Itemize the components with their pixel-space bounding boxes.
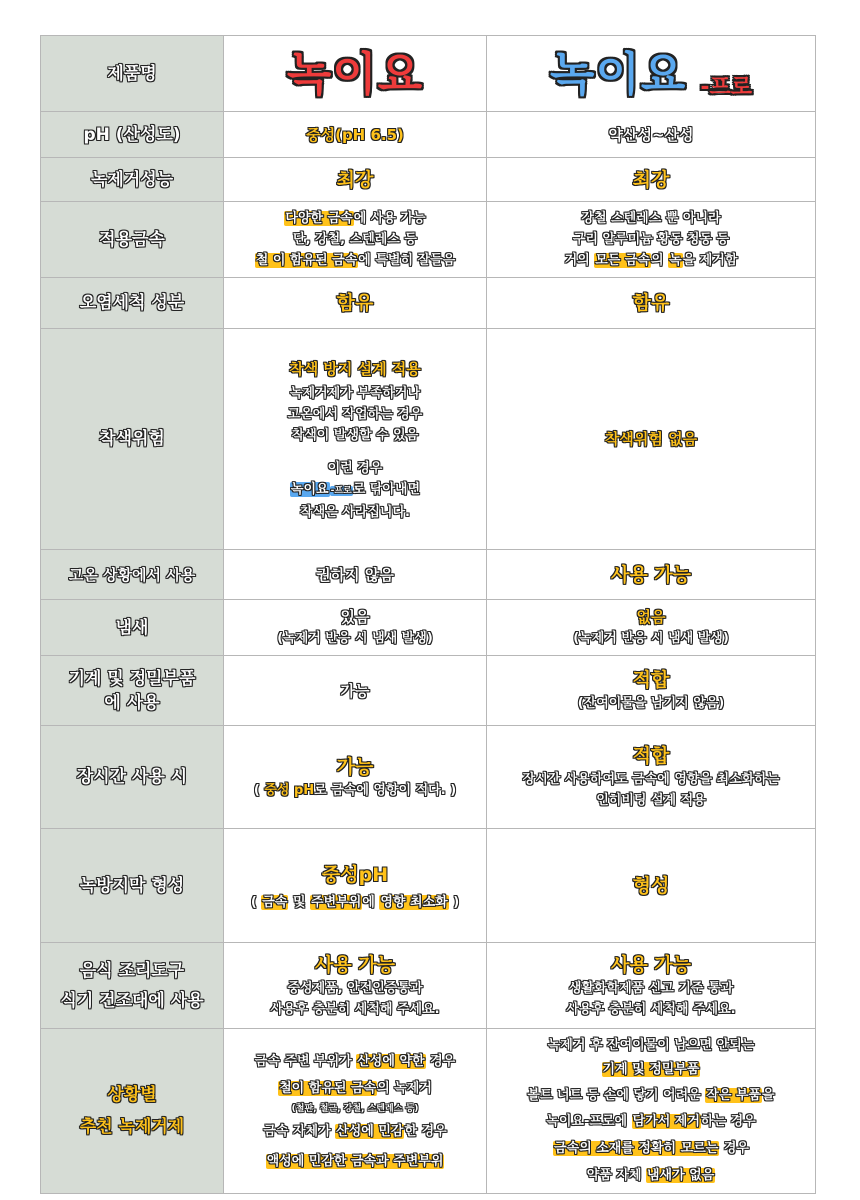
- stain-a-brand: 녹이요: [290, 482, 329, 497]
- recommend-label-1: 상황별: [107, 1085, 157, 1105]
- metals-b-line2: 구리 알루미늄 황동 청동 등: [572, 232, 730, 247]
- rec-b-h4: 금속의 소재를 정확히 모르는: [554, 1141, 719, 1156]
- precision-a: 가능: [340, 681, 370, 700]
- row-ph: [41, 112, 816, 158]
- rec-b-t6: 약품 자체: [586, 1168, 646, 1183]
- cookware-label-2: 식기 건조대에 사용: [60, 990, 204, 1011]
- metals-b-h2: 녹: [669, 253, 682, 268]
- removal-label: 녹제거성능: [90, 169, 174, 190]
- cookware-b-l1: 생활화학제품 신고 기준 통과: [568, 980, 734, 996]
- cookware-b-l2: 사용후 충분히 세척해 주세요.: [566, 1001, 736, 1017]
- film-b: 형성: [632, 874, 670, 897]
- rec-a-note: (철판, 철근, 강철, 스텐레스 등): [291, 1103, 419, 1114]
- metals-a-text3: 에 특별히 잘들음: [358, 253, 456, 268]
- rec-a-h2: 철이 함유된 금속: [279, 1080, 377, 1096]
- metals-label: 적용금속: [99, 229, 165, 250]
- film-a-t2: 및: [288, 895, 311, 910]
- long-use-b: 적합: [632, 745, 670, 767]
- smell-label: 냄새: [115, 617, 149, 638]
- rec-a-h1: 산성에 약한: [357, 1053, 425, 1069]
- metals-a-highlight: 다양한 금속: [285, 211, 353, 226]
- metals-b-t2: 의: [651, 253, 669, 268]
- row-precision: [41, 656, 816, 726]
- cleaning-b: 함유: [632, 292, 670, 314]
- stain-a-l6: 착색은 사라집니다.: [300, 505, 410, 520]
- metals-b-t1: 거의: [564, 253, 595, 268]
- long-use-a-open: (: [253, 782, 265, 798]
- stain-label: 착색위험: [99, 429, 165, 449]
- rec-b-l1: 녹제거 후 잔여이물이 남으면 안되는: [547, 1038, 755, 1053]
- cookware-a-l2: 사용후 충분히 세척해 주세요.: [270, 1001, 440, 1017]
- rec-b-t4: 하는 경우: [700, 1114, 756, 1129]
- metals-a-line2: 단, 강철, 스텐레스 등: [293, 232, 417, 247]
- product-b-cell: [487, 36, 816, 112]
- rec-a-t2: 경우: [425, 1053, 456, 1069]
- rec-b-h1: 기계 및 정밀부품: [602, 1062, 700, 1077]
- stain-b: 착색위험 없음: [604, 430, 698, 448]
- rec-b-t3: 녹이요-프로에: [546, 1114, 632, 1129]
- cleaning-label: 오염세척 성분: [79, 293, 185, 313]
- rec-b-h5: 냄새가 없음: [646, 1168, 715, 1183]
- smell-a: 있음: [340, 608, 370, 626]
- stain-a-l2: 고온에서 작업하는 경우: [287, 407, 423, 422]
- film-a-h2: 주변부위: [311, 895, 362, 910]
- row-cleaning: [41, 278, 816, 329]
- film-a-h3: 영향 최소화: [380, 895, 448, 910]
- rec-b-t5: 경우: [719, 1141, 749, 1156]
- stain-a-l1: 녹제거제가 부족하거나: [289, 386, 421, 401]
- cookware-b: 사용 가능: [610, 953, 692, 976]
- film-a-open: (: [250, 895, 262, 910]
- stain-a-l4: 이런 경우: [327, 461, 383, 476]
- rec-b-h2: 작은 부품: [706, 1088, 762, 1103]
- header-row: [41, 36, 816, 112]
- removal-a: 최강: [336, 168, 374, 191]
- stain-a-l5: 로 닦아내면: [352, 482, 421, 497]
- row-label-product: [41, 36, 224, 112]
- row-cookware: [41, 943, 816, 1029]
- precision-b-note: (잔여이물을 남기지 않음): [577, 696, 725, 711]
- film-a-t3: 에: [362, 895, 380, 910]
- cookware-a: 사용 가능: [314, 953, 396, 976]
- rec-b-t1: 볼트 너트 등 손에 닿기 어려운: [527, 1088, 706, 1103]
- product-a-cell: [224, 36, 487, 112]
- long-use-a-highlight: 중성 pH: [264, 782, 315, 798]
- long-use-a: 가능: [336, 755, 374, 778]
- rec-a-h3: 산성에 민감: [336, 1123, 404, 1139]
- stain-a-title: 착색 방지 설계 적용: [289, 360, 421, 378]
- long-use-b-l2: 인히비팅 설계 적용: [596, 793, 706, 808]
- cookware-a-l1: 중성제품, 안전인증통과: [287, 980, 423, 996]
- precision-b: 적합: [632, 669, 670, 691]
- high-temp-a: 권하지 않음: [316, 565, 394, 584]
- row-stain: [41, 329, 816, 550]
- product-b-suffix: -프로: [700, 74, 752, 100]
- metals-b-line1: 강철 스텐레스 뿐 아니라: [581, 211, 721, 226]
- removal-b: 최강: [632, 168, 670, 191]
- smell-b: 없음: [636, 608, 666, 626]
- stain-a-l3: 착색이 발생할 수 있음: [291, 428, 419, 443]
- ph-a: 중성(pH 6.5): [306, 125, 404, 144]
- product-a-logo: 녹이요: [286, 46, 424, 101]
- metals-b-t3: 을 제거함: [682, 253, 738, 268]
- film-a-h1: 금속: [262, 895, 288, 910]
- row-long-use: [41, 726, 816, 829]
- long-use-label: 장시간 사용 시: [76, 767, 188, 787]
- long-use-b-l1: 장시간 사용하여도 금속에 영향을 최소화하는: [522, 772, 780, 787]
- rec-a-h4: 액성에 민감한 금속과 주변부위: [266, 1153, 444, 1169]
- rec-b-h3: 담가서 제거: [632, 1114, 700, 1129]
- smell-a-note: (녹제거 반응 시 냄새 발생): [277, 631, 433, 646]
- film-label: 녹방지막 형성: [79, 875, 185, 896]
- precision-label-1: 기계 및 정밀부품: [68, 668, 196, 689]
- row-high-temp: [41, 550, 816, 600]
- comparison-table: [40, 35, 816, 1194]
- high-temp-b: 사용 가능: [610, 563, 692, 586]
- row-smell: [41, 600, 816, 656]
- rec-a-t1: 금속 주변 부위가: [254, 1053, 357, 1069]
- metals-b-h1: 모든 금속: [595, 253, 650, 268]
- cookware-label-1: 음식 조리도구: [79, 960, 185, 981]
- high-temp-label: 고온 상황에서 사용: [68, 565, 196, 584]
- rec-a-t4: 금속 자체가: [263, 1123, 336, 1139]
- row-removal: [41, 158, 816, 202]
- product-name-label: 제품명: [107, 63, 157, 84]
- rec-a-t5: 한 경우: [404, 1123, 447, 1139]
- stain-a-brand-suffix: -프로: [330, 486, 352, 496]
- cleaning-a: 함유: [336, 292, 374, 314]
- product-b-logo: 녹이요: [550, 46, 687, 101]
- film-a: 중성pH: [321, 864, 389, 886]
- metals-a-text: 에 사용 가능: [353, 211, 426, 226]
- row-recommend: [41, 1029, 816, 1194]
- row-metals: [41, 202, 816, 278]
- smell-b-note: (녹제거 반응 시 냄새 발생): [573, 631, 729, 646]
- ph-label: pH (산성도): [83, 124, 181, 145]
- row-film: [41, 829, 816, 943]
- rec-a-t3: 의 녹제거: [377, 1080, 432, 1096]
- ph-b: 약산성~산성: [608, 125, 694, 144]
- film-a-close: ): [448, 895, 460, 910]
- recommend-label-2: 추천 녹제거제: [79, 1117, 185, 1137]
- precision-label-2: 에 사용: [104, 692, 160, 713]
- metals-a-highlight2: 철 이 함유된 금속: [255, 253, 358, 268]
- rec-b-t2: 을: [762, 1088, 775, 1103]
- long-use-a-note: 로 금속에 영향이 적다. ): [314, 782, 457, 798]
